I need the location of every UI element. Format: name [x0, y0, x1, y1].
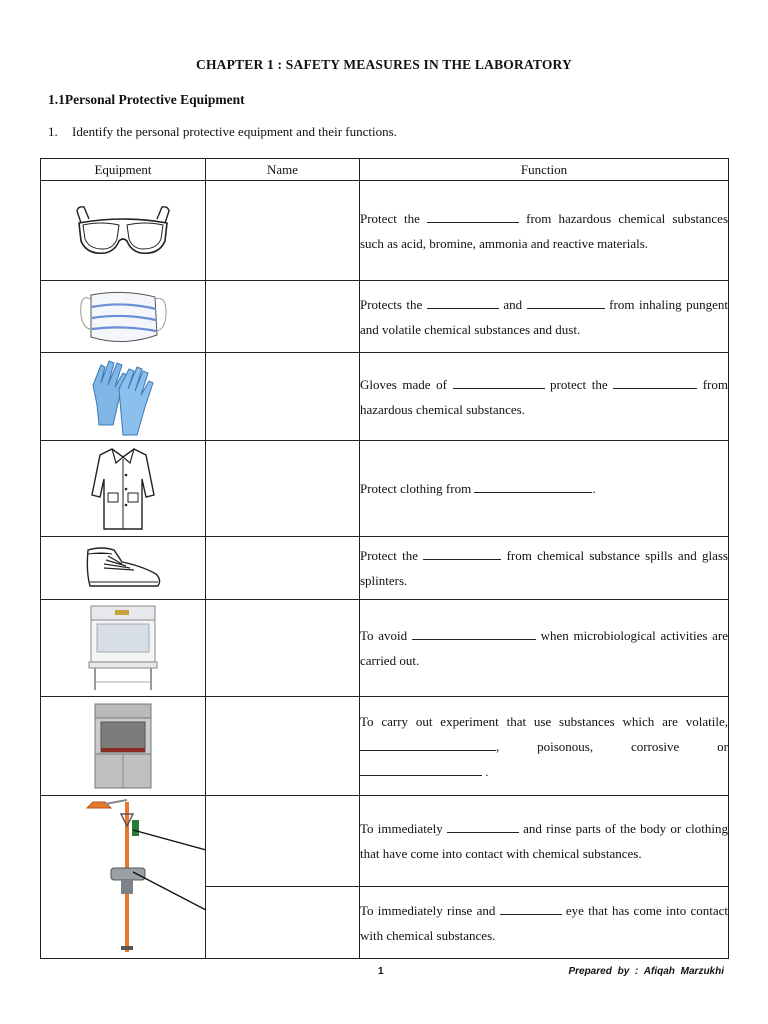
header-function: Function: [360, 159, 729, 181]
header-name: Name: [206, 159, 360, 181]
function-text: and rinse parts of the body or clothing that have come into contact with chemical substances.: [360, 821, 728, 861]
function-text: from chemical substance spills and glass splinters.: [360, 548, 728, 588]
function-text: Protect the: [360, 210, 427, 226]
section-title: 1.1Personal Protective Equipment: [48, 92, 245, 107]
function-text: .: [592, 481, 596, 496]
table-row: [41, 281, 729, 353]
function-text: eye that has come into contact with chemical substances.: [360, 902, 728, 943]
prepared-by: Prepared by : Afiqah Marzukhi: [568, 966, 724, 977]
name-cell[interactable]: [206, 181, 360, 281]
fill-blank[interactable]: [412, 627, 536, 640]
table-row: [41, 181, 729, 281]
fill-blank[interactable]: [360, 738, 496, 751]
function-text: protect the: [544, 376, 614, 392]
table-row: [41, 697, 729, 796]
name-cell[interactable]: [206, 697, 360, 796]
table-row: [41, 537, 729, 600]
equipment-cell: [41, 353, 206, 441]
function-text: Protect the: [360, 548, 424, 563]
question-text: Identify the personal protective equipment and their functions.: [72, 124, 397, 139]
function-text: To immediately: [360, 821, 447, 836]
connector-line: [133, 830, 206, 850]
table-header-row: [41, 159, 729, 181]
fill-blank[interactable]: [427, 296, 499, 309]
function-text: .: [482, 763, 489, 779]
page-number: 1: [378, 966, 384, 977]
function-text: when microbiological activities are carried out.: [360, 628, 728, 668]
question: [48, 124, 397, 140]
function-text: and: [498, 296, 527, 312]
safety-shower-icon: [41, 796, 206, 956]
function-cell: [360, 796, 729, 887]
fill-blank[interactable]: [360, 763, 482, 776]
table-row: [41, 600, 729, 697]
header-equipment: Equipment: [41, 159, 206, 181]
equipment-cell: [41, 281, 206, 353]
table-row: [41, 353, 729, 441]
function-cell: [360, 887, 729, 959]
ppe-table: [40, 158, 729, 959]
function-cell: [360, 181, 729, 281]
function-text: Protect clothing from: [360, 481, 475, 496]
equipment-cell: [41, 600, 206, 697]
name-cell[interactable]: [206, 441, 360, 537]
lab-coat-icon: [88, 445, 158, 533]
function-text: from hazardous chemical substances.: [360, 376, 728, 417]
chapter-title: CHAPTER 1 : SAFETY MEASURES IN THE LABORATORY: [196, 57, 572, 72]
equipment-cell: [41, 181, 206, 281]
connector-line: [133, 872, 206, 910]
face-mask-icon: [77, 285, 169, 349]
name-cell[interactable]: [206, 281, 360, 353]
equipment-cell: [41, 697, 206, 796]
function-text: , poisonous, corrosive or: [496, 738, 728, 754]
function-text: from hazardous chemical substances such as acid, bromine, ammonia and reactive materials.: [360, 210, 728, 251]
function-cell: [360, 537, 729, 600]
function-text: To carry out experiment that use substances which are volatile,: [360, 713, 728, 729]
equipment-cell: [41, 796, 206, 959]
name-cell[interactable]: [206, 600, 360, 697]
function-text: Gloves made of: [360, 376, 453, 392]
function-text: from inhaling pungent and volatile chemical substances and dust.: [360, 296, 728, 337]
function-cell: [360, 353, 729, 441]
name-cell[interactable]: [206, 537, 360, 600]
equipment-cell: [41, 441, 206, 537]
name-cell[interactable]: [206, 353, 360, 441]
function-text: To immediately rinse and: [360, 902, 500, 918]
name-cell[interactable]: [206, 887, 360, 959]
table-row: [41, 441, 729, 537]
safety-shoe-icon: [82, 542, 164, 594]
fill-blank[interactable]: [447, 820, 519, 833]
biosafety-cabinet-icon: [85, 602, 161, 694]
fill-blank[interactable]: [527, 296, 605, 309]
fill-blank[interactable]: [453, 376, 545, 389]
safety-goggles-icon: [75, 201, 171, 261]
fume-hood-icon: [91, 702, 155, 790]
function-cell: [360, 441, 729, 537]
function-cell: [360, 600, 729, 697]
fill-blank[interactable]: [427, 210, 519, 223]
fill-blank[interactable]: [500, 902, 562, 915]
function-cell: [360, 281, 729, 353]
function-cell: [360, 697, 729, 796]
equipment-cell: [41, 537, 206, 600]
function-text: Protects the: [360, 296, 427, 312]
question-number: 1.: [48, 124, 58, 139]
gloves-icon: [83, 355, 163, 439]
fill-blank[interactable]: [423, 547, 501, 560]
fill-blank[interactable]: [613, 376, 697, 389]
function-text: To avoid: [360, 628, 412, 643]
fill-blank[interactable]: [474, 480, 592, 493]
name-cell[interactable]: [206, 796, 360, 887]
table-row: [41, 796, 729, 887]
